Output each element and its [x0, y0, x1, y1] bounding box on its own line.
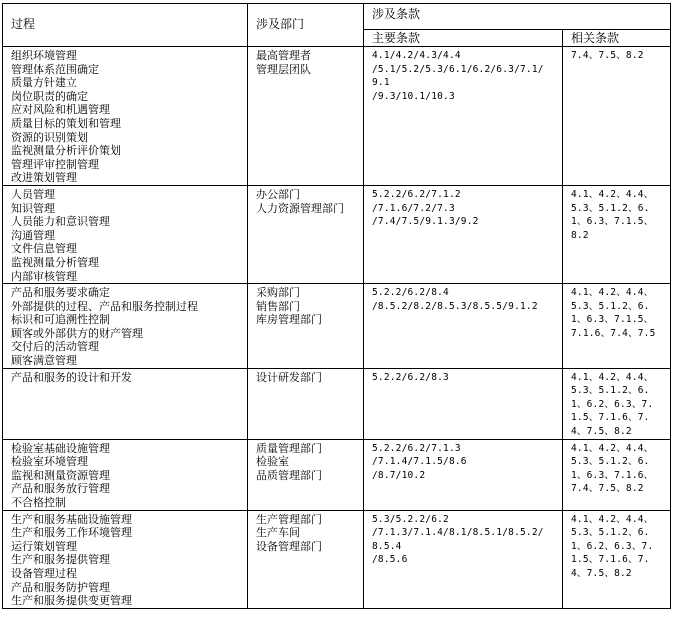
dept-cell [248, 185, 364, 283]
header-related-clauses: 相关条款 [563, 30, 671, 47]
main-line: /8.5.2/8.2/8.5.3/8.5.5/9.1.2 [372, 300, 538, 312]
process-line: 监视和测量资源管理 [11, 468, 110, 482]
main-line: 8.5.4 [372, 540, 402, 552]
related-line: 1.5、7.1.6、7. [571, 554, 650, 566]
table-row [3, 284, 671, 369]
related-line: 4、7.5、8.2 [571, 567, 632, 579]
dept-line: 办公部门 [256, 187, 300, 201]
process-line: 顾客满意管理 [11, 354, 77, 368]
process-line: 人员能力和意识管理 [11, 215, 110, 229]
related-line: 5.3、5.1.2、6. [571, 456, 650, 468]
table-row [3, 368, 671, 439]
dept-cell [248, 439, 364, 510]
process-line: 检验室基础设施管理 [11, 441, 110, 455]
process-line: 检验室环境管理 [11, 455, 88, 469]
dept-line: 品质管理部门 [256, 468, 322, 482]
process-line: 内部审核管理 [11, 269, 77, 283]
related-line: 4.1、4.2、4.4、 [571, 442, 654, 454]
main-clauses-cell [364, 185, 563, 283]
related-line: 7.4、7.5、8.2 [571, 483, 644, 495]
process-line: 监视测量分析评价策划 [11, 144, 121, 158]
dept-line: 生产车间 [256, 526, 300, 540]
main-line: /5.1/5.2/5.3/6.1/6.2/6.3/7.1/ [372, 63, 544, 75]
process-line: 沟通管理 [11, 228, 55, 242]
table-row [3, 510, 671, 608]
process-line: 人员管理 [11, 187, 55, 201]
related-clauses-cell [563, 439, 671, 510]
related-line: 1、6.3、7.1.5、 [571, 216, 654, 228]
process-line: 知识管理 [11, 201, 55, 215]
dept-cell [248, 368, 364, 439]
related-line: 5.3、5.1.2、6. [571, 385, 650, 397]
header-main-clauses: 主要条款 [364, 30, 563, 47]
related-line: 7.4、7.5、8.2 [571, 50, 644, 61]
process-cell [3, 510, 248, 608]
process-line: 改进策划管理 [11, 171, 77, 185]
process-line: 管理体系范围确定 [11, 62, 99, 76]
table-row [3, 185, 671, 283]
process-line: 质量方针建立 [11, 76, 77, 90]
related-line: 1、6.3、7.1.5、 [571, 314, 654, 326]
process-line: 资源的识别策划 [11, 130, 88, 144]
related-line: 5.3、5.1.2、6. [571, 300, 650, 312]
main-line: 5.3/5.2.2/6.2 [372, 513, 449, 525]
related-line: 1、6.3、7.1.6、 [571, 469, 654, 481]
related-line: 4.1、4.2、4.4、 [571, 188, 654, 200]
process-line: 产品和服务放行管理 [11, 482, 110, 496]
related-line: 7.1.6、7.4、7.5 [571, 327, 656, 339]
main-clauses-cell [364, 284, 563, 369]
process-line: 监视测量分析管理 [11, 255, 99, 269]
process-line: 生产和服务提供管理 [11, 553, 110, 567]
related-line: 4.1、4.2、4.4、 [571, 513, 654, 525]
related-clauses-cell [563, 47, 671, 186]
dept-line: 销售部门 [256, 299, 300, 313]
main-line: /7.1.3/7.1.4/8.1/8.5.1/8.5.2/ [372, 527, 544, 539]
dept-line: 设计研发部门 [256, 370, 322, 384]
dept-line: 最高管理者 [256, 49, 311, 62]
dept-line: 设备管理部门 [256, 539, 322, 553]
main-line: /8.7/10.2 [372, 469, 426, 481]
related-line: 1、6.2、6.3、7. [571, 540, 654, 552]
dept-line: 管理层团队 [256, 62, 311, 76]
process-cell [3, 284, 248, 369]
main-line: 4.1/4.2/4.3/4.4 [372, 50, 461, 61]
process-line: 运行策划管理 [11, 539, 77, 553]
process-line: 不合格控制 [11, 496, 66, 509]
related-line: 1.5、7.1.6、7. [571, 412, 650, 424]
related-line: 4.1、4.2、4.4、 [571, 287, 654, 299]
dept-line: 人力资源管理部门 [256, 201, 344, 215]
process-line: 管理评审控制管理 [11, 157, 99, 171]
process-line: 质量目标的策划和管理 [11, 116, 121, 130]
main-line: 5.2.2/6.2/8.3 [372, 371, 449, 383]
main-line: /7.4/7.5/9.1.3/9.2 [372, 216, 479, 228]
process-cell [3, 368, 248, 439]
dept-line: 库房管理部门 [256, 313, 322, 327]
process-line: 应对风险和机遇管理 [11, 103, 110, 117]
process-line: 顾客或外部供方的财产管理 [11, 326, 143, 340]
dept-line: 检验室 [256, 455, 289, 469]
dept-cell [248, 510, 364, 608]
related-line: 1、6.2、6.3、7. [571, 398, 654, 410]
header-dept: 涉及部门 [248, 4, 364, 47]
related-line: 5.3、5.1.2、6. [571, 202, 650, 214]
dept-line: 采购部门 [256, 286, 300, 300]
process-line: 产品和服务防护管理 [11, 580, 110, 594]
related-clauses-cell [563, 284, 671, 369]
process-cell [3, 185, 248, 283]
related-line: 4、7.5、8.2 [571, 426, 632, 438]
main-clauses-cell [364, 510, 563, 608]
process-line: 标识和可追溯性控制 [11, 313, 110, 327]
process-clause-table [2, 3, 671, 609]
table-body [3, 47, 671, 609]
process-line: 产品和服务要求确定 [11, 286, 110, 300]
main-line: 9.1 [372, 77, 390, 89]
table-row [3, 439, 671, 510]
process-line: 文件信息管理 [11, 242, 77, 256]
process-cell [3, 47, 248, 186]
dept-cell [248, 47, 364, 186]
header-clauses: 涉及条款 [364, 4, 671, 30]
related-clauses-cell [563, 185, 671, 283]
dept-cell [248, 284, 364, 369]
process-cell [3, 439, 248, 510]
process-line: 生产和服务工作环境管理 [11, 526, 132, 540]
process-line: 组织环境管理 [11, 49, 77, 62]
process-line: 岗位职责的确定 [11, 89, 88, 103]
dept-line: 生产管理部门 [256, 512, 322, 526]
related-line: 8.2 [571, 229, 589, 241]
main-line: /9.3/10.1/10.3 [372, 90, 455, 102]
process-line: 产品和服务的设计和开发 [11, 370, 132, 384]
process-line: 生产和服务提供变更管理 [11, 594, 132, 608]
related-clauses-cell [563, 368, 671, 439]
process-line: 设备管理过程 [11, 566, 77, 580]
main-clauses-cell [364, 439, 563, 510]
main-line: 5.2.2/6.2/7.1.2 [372, 188, 461, 200]
main-clauses-cell [364, 47, 563, 186]
main-line: /7.1.4/7.1.5/8.6 [372, 456, 467, 468]
related-line: 4.1、4.2、4.4、 [571, 371, 654, 383]
main-line: /8.5.6 [372, 554, 408, 566]
related-clauses-cell [563, 510, 671, 608]
main-line: /7.1.6/7.2/7.3 [372, 202, 455, 214]
process-line: 交付后的活动管理 [11, 340, 99, 354]
process-line: 生产和服务基础设施管理 [11, 512, 132, 526]
main-line: 5.2.2/6.2/8.4 [372, 287, 449, 299]
process-line: 外部提供的过程、产品和服务控制过程 [11, 299, 198, 313]
header-row [3, 4, 671, 30]
dept-line: 质量管理部门 [256, 441, 322, 455]
table-row [3, 47, 671, 186]
related-line: 5.3、5.1.2、6. [571, 527, 650, 539]
main-clauses-cell [364, 368, 563, 439]
main-line: 5.2.2/6.2/7.1.3 [372, 442, 461, 454]
header-process: 过程 [3, 4, 248, 47]
